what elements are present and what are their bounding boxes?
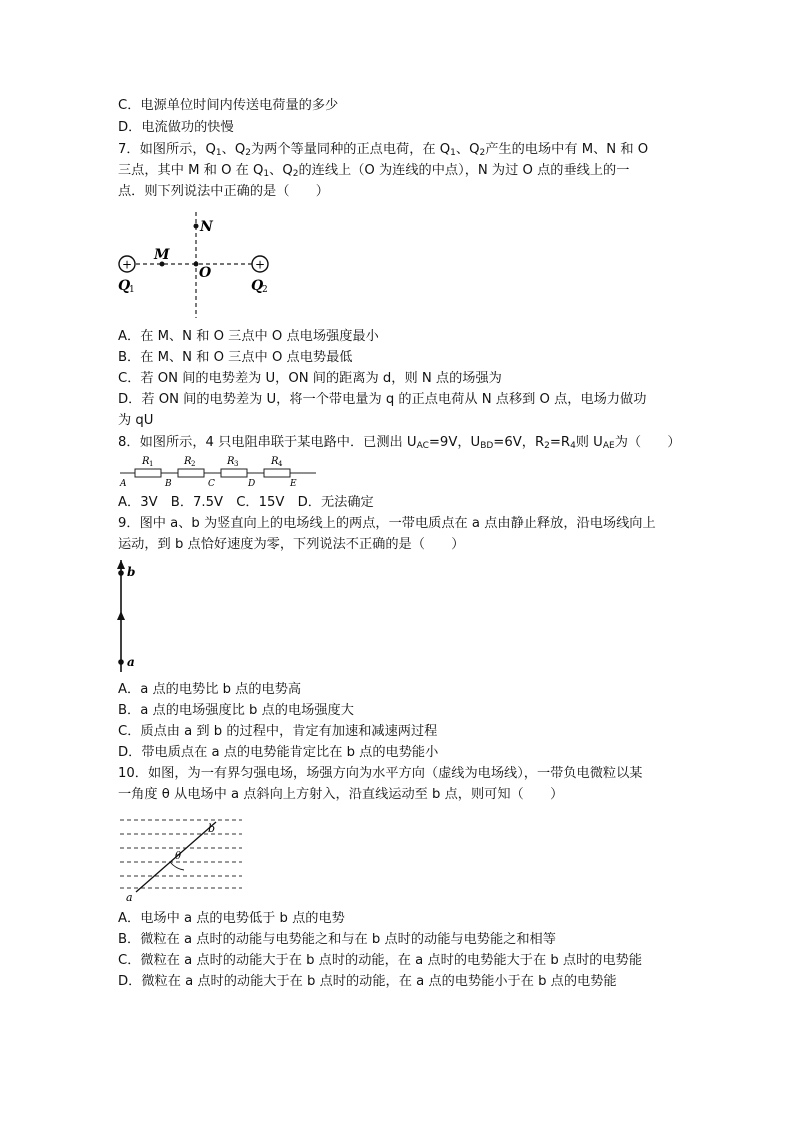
label-q1: Q xyxy=(118,278,131,294)
q9-stem-line-2: 运动，到 b 点恰好速度为零，下列说法不正确的是（ ） xyxy=(118,537,465,552)
node-b: B xyxy=(165,479,172,488)
angle-arc xyxy=(170,862,184,870)
node-a: A xyxy=(120,479,127,488)
label-a: a xyxy=(127,655,135,669)
label-r3: R xyxy=(227,456,235,467)
q8-text: =R xyxy=(549,435,571,450)
point-n xyxy=(194,224,199,229)
q8-text: 8．如图所示，4 只电阻串联于某电路中．已测出 U xyxy=(118,435,417,450)
q7-text: 、Q xyxy=(455,142,480,157)
node-c: C xyxy=(208,479,215,488)
q10-stem-line-2: 一角度 θ 从电场中 a 点斜向上方射入，沿直线运动至 b 点，则可知（ ） xyxy=(118,787,564,802)
subscript: 2 xyxy=(245,148,251,158)
q10-option-d: D．微粒在 a 点时的动能大于在 b 点时的动能，在 a 点的电势能小于在 b 点的电势能 xyxy=(118,974,617,989)
q8-text: 为（ ） xyxy=(614,435,681,450)
subscript: 2 xyxy=(292,169,299,179)
q7-charges-figure xyxy=(112,206,282,326)
q7-text: 、Q xyxy=(221,142,246,157)
node-d: D xyxy=(248,479,256,488)
q7-stem-line-1 xyxy=(118,141,648,162)
q7-text: 三点，其中 M 和 O 在 Q xyxy=(118,163,264,178)
q7-option-b: B．在 M、N 和 O 三点中 O 点电势最低 xyxy=(118,350,353,365)
label-a: a xyxy=(126,891,133,904)
subscript: 1 xyxy=(215,148,222,158)
label-q2: Q xyxy=(251,278,264,294)
label-m: M xyxy=(154,247,170,263)
label-r2: R xyxy=(184,456,192,467)
arrow-up-icon xyxy=(117,611,125,620)
subscript: 1 xyxy=(450,148,456,158)
point-a xyxy=(118,659,124,665)
label-r1-subscript: 1 xyxy=(149,460,154,468)
label-b: b xyxy=(127,565,136,579)
q7-text: 产生的电场中有 M、N 和 O xyxy=(485,142,649,157)
q7-text: 的连线上（O 为连线的中点），N 为过 O 点的垂线上的一 xyxy=(298,163,630,178)
q9-option-a: A．a 点的电势比 b 点的电势高 xyxy=(118,682,302,697)
arrow-up-icon xyxy=(117,560,125,569)
label-r4: R xyxy=(271,456,279,467)
q7-text: 7．如图所示，Q xyxy=(118,142,216,157)
subscript: BD xyxy=(480,441,494,451)
q10-option-a: A．电场中 a 点的电势低于 b 点的电势 xyxy=(118,911,345,926)
q9-field-line-figure xyxy=(112,556,152,676)
q7-text: 、Q xyxy=(269,163,293,178)
subscript: 2 xyxy=(479,148,486,158)
q7-stem-line-2 xyxy=(118,162,629,183)
q7-text: 为两个等量同种的正点电荷，在 Q xyxy=(250,142,451,157)
label-r2-subscript: 2 xyxy=(191,460,196,468)
label-r1: R xyxy=(142,456,150,467)
subscript: 1 xyxy=(263,169,270,179)
q9-option-c: C．质点由 a 到 b 的过程中，肯定有加速和减速两过程 xyxy=(118,724,438,739)
point-b xyxy=(118,570,124,576)
resistor-r2 xyxy=(178,469,204,477)
q10-stem-line-1: 10．如图，为一有界匀强电场，场强方向为水平方向（虚线为电场线），一带负电微粒以某 xyxy=(118,766,643,781)
q8-text: =9V，U xyxy=(428,435,481,450)
q9-stem-line-1: 9．图中 a、b 为竖直向上的电场线上的两点，一带电质点在 a 点由静止释放，沿电场线向上 xyxy=(118,516,656,531)
subscript: 2 xyxy=(544,441,550,451)
resistor-r4 xyxy=(264,469,290,477)
q10-uniform-field-figure xyxy=(118,812,248,904)
label-o: O xyxy=(199,265,212,281)
q8-text: =6V，R xyxy=(493,435,545,450)
label-n: N xyxy=(200,219,213,235)
q7-option-a: A．在 M、N 和 O 三点中 O 点电场强度最小 xyxy=(118,329,379,344)
q8-text: 则 U xyxy=(575,435,603,450)
plus-sign: + xyxy=(254,257,266,272)
q7-stem-line-3: 点．则下列说法中正确的是（ ） xyxy=(118,184,329,199)
q8-resistor-circuit-figure xyxy=(118,452,322,488)
q7-option-d-line-1: D．若 ON 间的电势差为 U，将一个带电量为 q 的正点电荷从 N 点移到 O 点，电场力做功 xyxy=(118,392,647,407)
q10-option-b: B．微粒在 a 点时的动能与电势能之和与在 b 点时的动能与电势能之和相等 xyxy=(118,932,556,947)
subscript: AE xyxy=(602,441,615,451)
label-theta: θ xyxy=(175,851,182,862)
q6-option-c: C．电源单位时间内传送电荷量的多少 xyxy=(118,98,339,113)
plus-sign: + xyxy=(121,257,133,272)
node-e: E xyxy=(290,479,297,488)
label-r4-subscript: 4 xyxy=(278,460,283,468)
q7-option-d-line-2: 为 qU xyxy=(118,413,154,428)
subscript: AC xyxy=(416,441,429,451)
q10-option-c: C．微粒在 a 点时的动能大于在 b 点时的动能，在 a 点时的电势能大于在 b 点时的电势能 xyxy=(118,953,643,968)
q6-option-d: D．电流做功的快慢 xyxy=(118,120,234,135)
q8-options: A．3V B．7.5V C．15V D．无法确定 xyxy=(118,495,374,510)
label-q2-subscript: 2 xyxy=(262,285,268,295)
subscript: 4 xyxy=(570,441,576,451)
point-o xyxy=(194,262,199,267)
q7-option-c: C．若 ON 间的电势差为 U，ON 间的距离为 d，则 N 点的场强为 xyxy=(118,371,502,386)
label-q1-subscript: 1 xyxy=(129,285,135,295)
q9-option-b: B．a 点的电场强度比 b 点的电场强度大 xyxy=(118,703,354,718)
label-b: b xyxy=(208,822,216,835)
q9-option-d: D．带电质点在 a 点的电势能肯定比在 b 点的电势能小 xyxy=(118,745,439,760)
label-r3-subscript: 3 xyxy=(234,460,239,468)
resistor-r3 xyxy=(221,469,247,477)
resistor-r1 xyxy=(135,469,161,477)
